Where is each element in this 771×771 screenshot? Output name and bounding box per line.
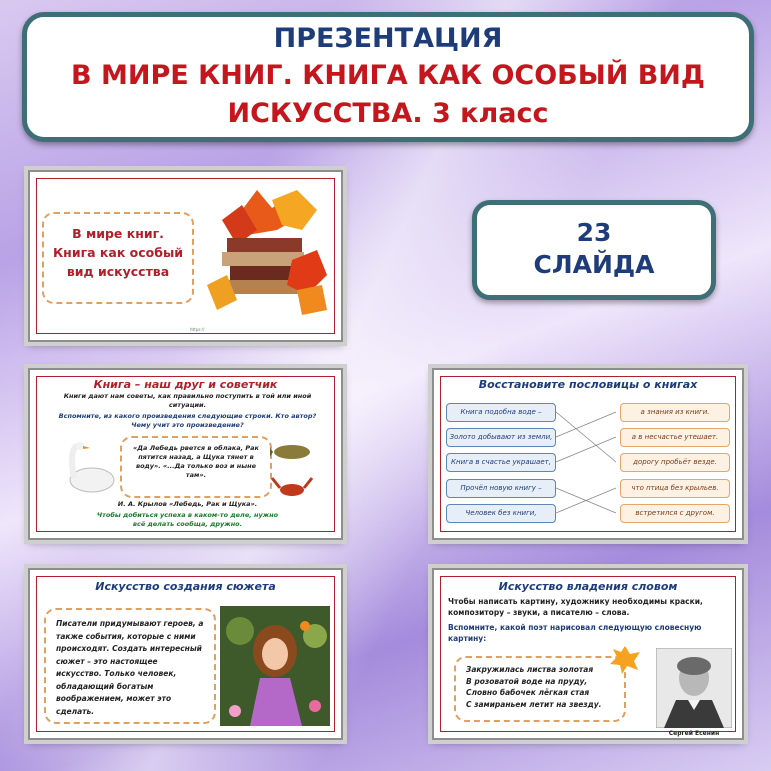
title-line-3: ИСКУССТВА. 3 класс [227, 98, 549, 129]
slide3-title: Восстановите пословицы о книгах [478, 378, 698, 391]
slide2-title: Книга – наш друг и советчик [93, 378, 278, 391]
slide2-question: Вспомните, из какого произведения следующие строки. Кто автор? Чему учит это произведение? [58, 412, 317, 429]
slide4-title: Искусство создания сюжета [95, 580, 276, 593]
slide5-title: Искусство владения словом [498, 580, 678, 593]
poem-line-2: В розоватой воде на пруду, [466, 676, 588, 686]
slide-thumb-5[interactable] [432, 568, 744, 740]
proverb-left-3: Книга в счастье украшает, [446, 453, 556, 472]
slide4-text: Писатели придумывают героев, а также события, которые с ними происходят. Создать интересный сюжет – это настоящее искусство. Только человек, обладающий богатым воображением, может это сделать. [56, 619, 204, 716]
esenin-portrait [656, 648, 732, 728]
poem-line-3: Словно бабочек лёгкая стая [466, 688, 590, 697]
slide5-poem-box [454, 656, 626, 722]
proverb-right-2: а в несчастье утешает. [620, 428, 730, 447]
slide1-text: В мире книг. Книга как особый вид искусства [52, 226, 184, 279]
slide-count-box [472, 200, 716, 300]
slide5-question: Вспомните, какой поэт нарисовал следующую словесную картину: [448, 623, 702, 643]
proverb-right-3: дорогу пробьёт везде. [620, 453, 730, 472]
girl-illustration [220, 606, 330, 726]
portrait-caption: Сергей Есенин [668, 730, 720, 737]
slide-thumb-2[interactable] [28, 368, 343, 540]
title-box [22, 12, 754, 142]
slide2-moral: Чтобы добиться успеха в каком-то деле, нужно всё делать сообща, дружно. [96, 511, 279, 528]
slide-thumb-4[interactable] [28, 568, 343, 740]
slide-count-label: СЛАЙДА [533, 250, 655, 279]
title-line-1: ПРЕЗЕНТАЦИЯ [273, 23, 503, 54]
pike-icon [270, 438, 315, 468]
slide2-quote: «Да Лебедь рвется в облака, Рак пятится назад, а Щука тянет в воду». «...Да только воз и ныне там». [133, 444, 259, 479]
slide-thumb-3[interactable] [432, 368, 744, 540]
poem-line-4: С замираньем летит на звезду. [466, 699, 602, 709]
proverb-right-4: что птица без крыльев. [620, 479, 730, 498]
slide5-intro: Чтобы написать картину, художнику необходимы краски, композитору – звуки, а писателю – слова. [448, 597, 703, 617]
books-leaves-image [202, 190, 332, 320]
swan-icon [60, 438, 118, 498]
slide1-footer: https:// [190, 327, 205, 332]
proverb-left-1: Книга подобна воде – [446, 403, 556, 422]
slide2-quote-box [120, 436, 272, 498]
proverb-right-5: встретился с другом. [620, 504, 730, 523]
slide2-source: И. А. Крылов «Лебедь, Рак и Щука». [117, 500, 258, 508]
title-line-2: В МИРЕ КНИГ. КНИГА КАК ОСОБЫЙ ВИД [71, 60, 705, 91]
slide4-text-box [44, 608, 216, 724]
slide1-text-box [42, 212, 194, 304]
slide-count-number: 23 [576, 218, 612, 247]
proverb-left-5: Человек без книги, [446, 504, 556, 523]
autumn-leaf-icon [610, 646, 640, 674]
poem-line-1: Закружилась листва золотая [466, 665, 594, 674]
slide-thumb-1[interactable] [28, 170, 343, 342]
proverb-left-2: Золото добывают из земли, [446, 428, 556, 447]
slide2-intro: Книги дают нам советы, как правильно поступить в той или иной ситуации. [63, 392, 312, 409]
proverb-left-4: Прочёл новую книгу – [446, 479, 556, 498]
proverb-right-1: а знания из книги. [620, 403, 730, 422]
